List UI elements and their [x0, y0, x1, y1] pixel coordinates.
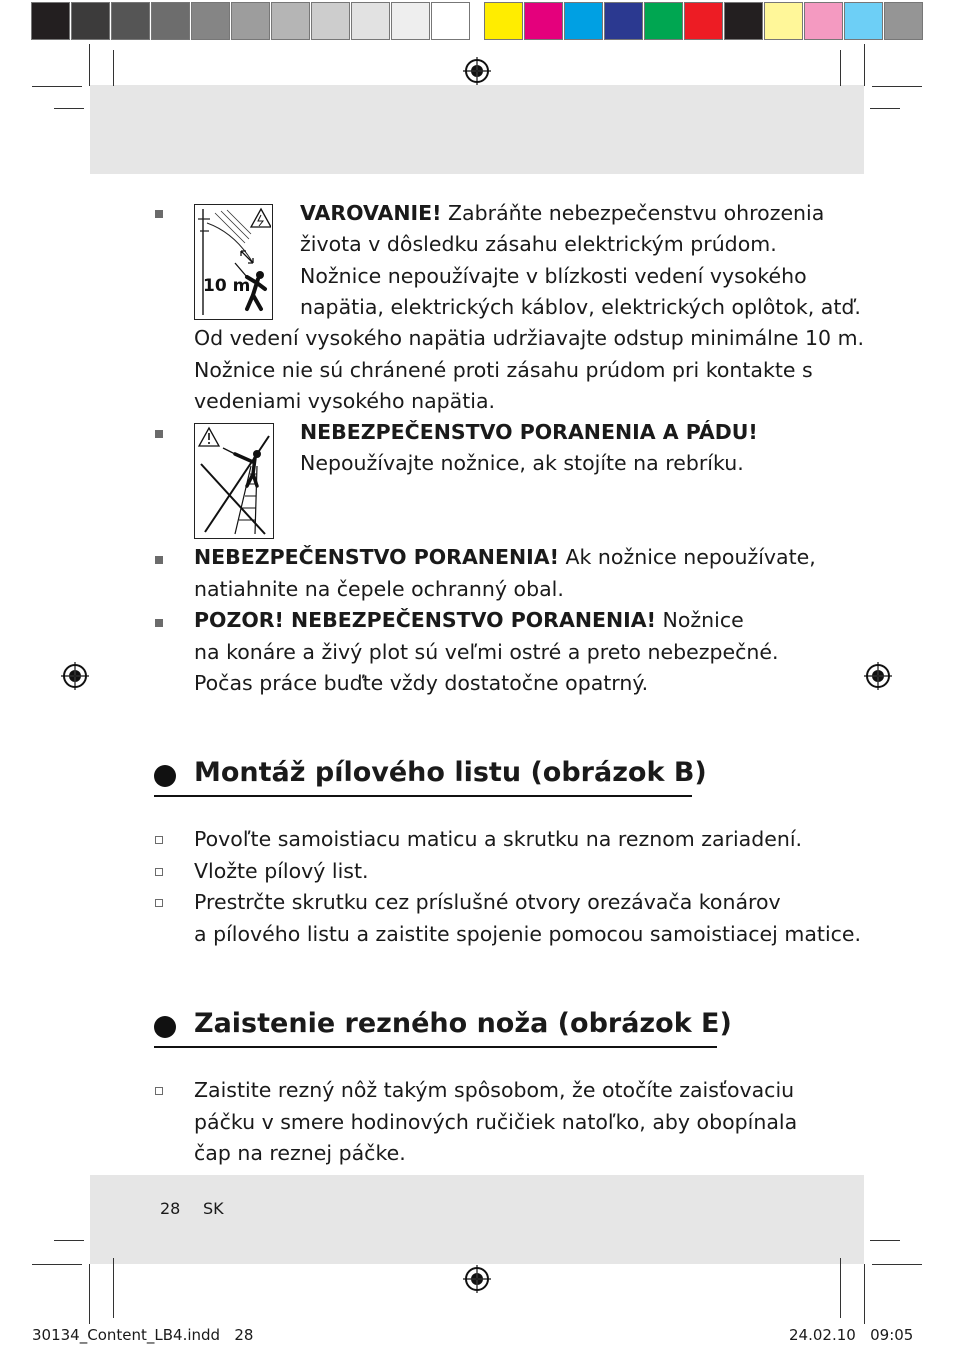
- warning-1-line-1: [300, 198, 824, 230]
- crop-mark: [32, 1264, 82, 1265]
- color-swatch: [524, 2, 563, 40]
- color-calibration-bar: [484, 2, 924, 42]
- section-2-step-1-line-2: páčku v smere hodinových ručičiek natoľko, aby obopínala: [194, 1110, 798, 1134]
- step-checkbox: [155, 836, 163, 844]
- color-swatch: [884, 2, 923, 40]
- step-checkbox: [155, 899, 163, 907]
- crop-mark: [89, 1264, 90, 1324]
- warning-1-line-6: Nožnice nie sú chránené proti zásahu prúdom pri kontakte s: [194, 358, 813, 382]
- crop-mark: [864, 1264, 865, 1324]
- section-1-heading: Montáž pílového listu (obrázok B): [194, 757, 707, 788]
- section-2-underline: [154, 1046, 717, 1048]
- section-1-step-3-line-2: a pílového listu a zaistite spojenie pomocou samoistiacej matice.: [194, 922, 862, 946]
- bullet: [155, 619, 163, 627]
- section-2-step-1-line-3: čap na reznej páčke.: [194, 1141, 406, 1165]
- warning-1-title: VAROVANIE!: [300, 201, 442, 225]
- warning-4-title: POZOR! NEBEZPEČENSTVO PORANENIA!: [194, 608, 656, 632]
- gray-swatch: [431, 2, 470, 40]
- step-checkbox: [155, 1087, 163, 1095]
- crop-mark: [872, 86, 922, 87]
- color-swatch: [484, 2, 523, 40]
- registration-mark-icon: [60, 661, 90, 691]
- step-checkbox: [155, 868, 163, 876]
- gray-swatch: [151, 2, 190, 40]
- header-band: [90, 85, 864, 174]
- bullet: [155, 430, 163, 438]
- section-2-heading: Zaistenie rezného noža (obrázok E): [194, 1008, 732, 1039]
- crop-mark: [54, 108, 84, 109]
- crop-mark: [54, 1240, 84, 1241]
- crop-mark: [870, 1240, 900, 1241]
- bullet: [155, 210, 163, 218]
- warning-3-line-2: natiahnite na čepele ochranný obal.: [194, 577, 564, 601]
- section-1-step-3-line-1: Prestrčte skrutku cez príslušné otvory orezávača konárov: [194, 890, 781, 914]
- color-swatch: [844, 2, 883, 40]
- crop-mark: [89, 44, 90, 86]
- footer-band: [90, 1175, 864, 1264]
- warning-3-title: NEBEZPEČENSTVO PORANENIA!: [194, 545, 559, 569]
- warning-1-line-3: Nožnice nepoužívajte v blízkosti vedení vysokého: [300, 264, 807, 288]
- gray-swatch: [111, 2, 150, 40]
- warning-3-text: Ak nožnice nepoužívate,: [565, 545, 816, 569]
- registration-mark-icon: [462, 56, 492, 86]
- crop-mark: [870, 108, 900, 109]
- gray-swatch: [271, 2, 310, 40]
- crop-mark: [840, 50, 841, 86]
- language-code: SK: [203, 1199, 224, 1218]
- color-swatch: [724, 2, 763, 40]
- section-2-step-1-line-1: Zaistite rezný nôž takým spôsobom, že otočíte zaisťovaciu: [194, 1078, 795, 1102]
- warning-1-line-7: vedeniami vysokého napätia.: [194, 389, 496, 413]
- warning-4-line-1: [194, 605, 744, 637]
- warning-4-line-2: na konáre a živý plot sú veľmi ostré a preto nebezpečné.: [194, 640, 779, 664]
- section-heading-bullet: [154, 765, 176, 787]
- file-info: 30134_Content_LB4.indd 28: [32, 1326, 254, 1344]
- bullet: [155, 556, 163, 564]
- page-number: 28: [160, 1199, 181, 1218]
- section-heading-bullet: [154, 1016, 176, 1038]
- warning-3-line-1: [194, 542, 816, 574]
- crop-mark: [840, 1258, 841, 1318]
- warning-1-text: Zabráňte nebezpečenstvu ohrozenia: [448, 201, 825, 225]
- registration-mark-icon: [863, 661, 893, 691]
- crop-mark: [32, 86, 82, 87]
- color-swatch: [644, 2, 683, 40]
- gray-swatch: [351, 2, 390, 40]
- gray-swatch: [391, 2, 430, 40]
- warning-1-line-5: Od vedení vysokého napätia udržiavajte odstup minimálne 10 m.: [194, 326, 865, 350]
- crop-mark: [864, 44, 865, 86]
- ladder-fall-warning-icon: [194, 423, 274, 539]
- section-1-step-1: Povoľte samoistiacu maticu a skrutku na reznom zariadení.: [194, 827, 803, 851]
- gray-swatch: [31, 2, 70, 40]
- date-time: 24.02.10 09:05: [789, 1326, 914, 1344]
- gray-swatch: [311, 2, 350, 40]
- crop-mark: [872, 1264, 922, 1265]
- warning-1-line-2: života v dôsledku zásahu elektrickým prúdom.: [300, 232, 777, 256]
- warning-1-line-4: napätia, elektrických káblov, elektrických oplôtok, atď.: [300, 295, 861, 319]
- color-swatch: [604, 2, 643, 40]
- icon-distance-label: 10 m: [203, 276, 251, 296]
- section-1-underline: [154, 795, 692, 797]
- color-swatch: [684, 2, 723, 40]
- warning-2-title: NEBEZPEČENSTVO PORANENIA A PÁDU!: [300, 420, 758, 444]
- warning-4-line-3: Počas práce buďte vždy dostatočne opatrný.: [194, 671, 649, 695]
- section-1-step-2: Vložte pílový list.: [194, 859, 369, 883]
- registration-mark-icon: [462, 1264, 492, 1294]
- warning-2-line-2: Nepoužívajte nožnice, ak stojíte na rebríku.: [300, 451, 744, 475]
- color-swatch: [564, 2, 603, 40]
- crop-mark: [113, 1258, 114, 1318]
- crop-mark: [113, 50, 114, 86]
- color-swatch: [764, 2, 803, 40]
- gray-swatch: [191, 2, 230, 40]
- electrocution-warning-10m-icon: [194, 204, 273, 320]
- gray-swatch: [231, 2, 270, 40]
- grayscale-calibration-bar: [31, 2, 471, 42]
- color-swatch: [804, 2, 843, 40]
- gray-swatch: [71, 2, 110, 40]
- warning-4-text: Nožnice: [662, 608, 744, 632]
